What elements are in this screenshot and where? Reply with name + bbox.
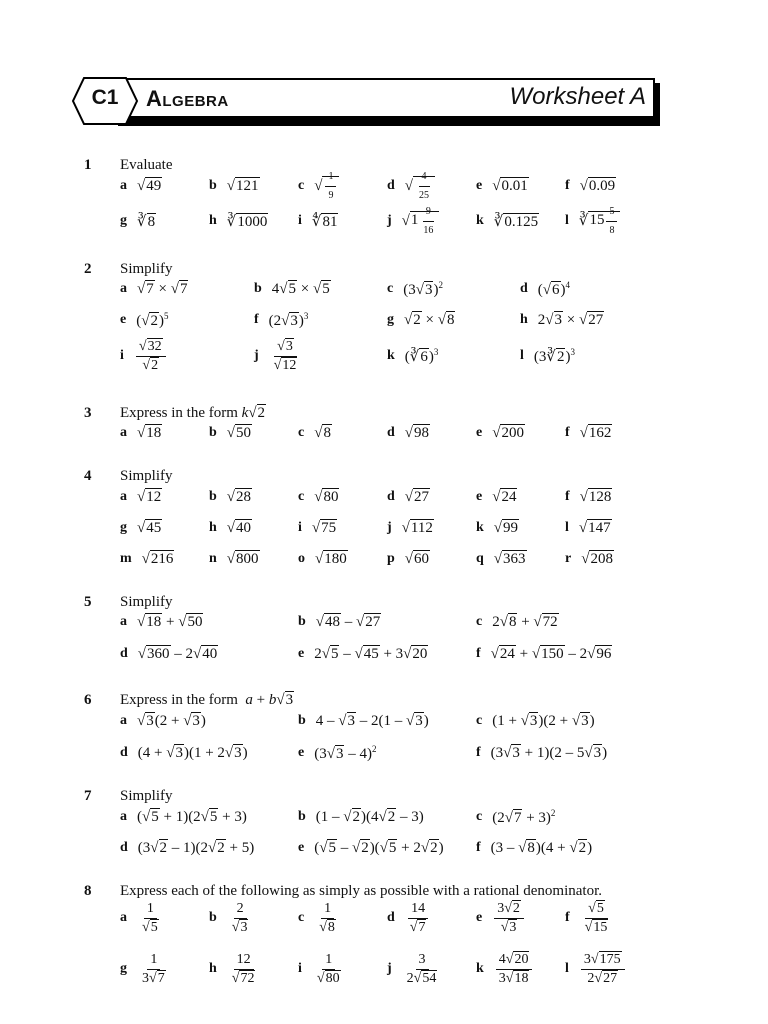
exercise-label: d [120,646,128,661]
exercise-expression: 2√8 + √72 [492,613,558,630]
exercise-label: e [476,425,483,440]
exercise-item [476,639,612,669]
exercise-label: b [298,713,306,728]
exercise-item [120,706,206,736]
exercise-expression: √360 – 2√40 [137,645,218,662]
exercise-item [298,738,376,768]
exercise-expression: √121 [226,177,259,194]
exercise-label: l [520,348,524,363]
exercise-item [387,206,439,236]
exercise-label: j [387,961,392,976]
exercise-label: f [565,425,570,440]
exercise-label: b [209,425,217,440]
exercise-expression: √40 [226,519,252,536]
exercise-label: e [120,312,127,327]
exercise-expression: √800 [226,550,259,567]
exercise-item [565,544,614,574]
exercise-label: g [120,961,127,976]
exercise-item [387,513,434,543]
exercise-expression: √8 [314,424,331,441]
exercise-expression: √162 [579,424,612,441]
exercise-label: j [254,348,259,363]
question-instruction: Simplify [120,788,173,804]
question-instruction: Express each of the following as simply as possible with a rational denominator. [120,883,602,899]
exercise-item [120,544,174,574]
exercise-expression: (3√3 + 1)(2 – 5√3) [490,744,608,761]
exercise-expression: $(√6)^4$ [537,279,571,298]
exercise-item [120,607,203,637]
exercise-label: a [120,713,127,728]
exercise-label: d [387,489,395,504]
exercise-expression: 2√3 × √27 [537,311,604,328]
exercise-expression: ∛0.125 [493,213,539,230]
exercise-label: a [120,910,127,925]
exercise-expression: $\frac{1}{√80}$ [316,951,340,986]
exercise-item [565,513,612,543]
question-number: 1 [84,157,92,173]
exercise-item [476,706,595,736]
exercise-item [387,171,435,201]
exercise-expression: $(3√3)^2$ [403,279,443,298]
exercise-item [120,305,168,335]
exercise-item [387,900,431,935]
exercise-label: c [476,614,483,629]
exercise-expression: $\frac{√3}{√12}$ [273,338,297,373]
question-number: 8 [84,883,92,899]
exercise-item [209,513,252,543]
exercise-label: c [476,713,483,728]
exercise-label: i [298,961,302,976]
question-instruction: Express in the form a + b√3 [120,692,294,708]
exercise-label: b [209,178,217,193]
exercise-label: f [254,312,259,327]
question-instruction: Evaluate [120,157,173,173]
exercise-label: f [476,840,481,855]
exercise-item [520,274,570,304]
exercise-item [209,482,252,512]
exercise-item [120,482,162,512]
exercise-item [298,900,341,935]
exercise-item [476,418,525,448]
exercise-label: b [298,614,306,629]
exercise-label: c [298,178,305,193]
exercise-expression: √50 [226,424,252,441]
exercise-label: c [298,425,305,440]
exercise-label: e [298,745,305,760]
exercise-item [387,274,443,304]
exercise-expression: $\frac{2}{√3}$ [231,900,248,935]
exercise-expression: √2 × √8 [404,311,455,328]
exercise-expression: $\frac{1}{√8}$ [319,900,335,935]
exercise-item [120,802,247,832]
exercise-expression: 2√5 – √45 + 3√20 [314,645,428,662]
exercise-item [565,951,627,986]
exercise-expression: (3∛2)$^3$ [533,346,575,365]
exercise-item [520,305,604,335]
exercise-item [298,544,348,574]
exercise-label: f [565,910,570,925]
exercise-label: h [520,312,528,327]
question-number: 6 [84,692,92,708]
exercise-expression: √0.01 [492,177,528,194]
exercise-label: c [298,910,305,925]
question-number: 7 [84,788,92,804]
question-instruction: Simplify [120,468,173,484]
question-instruction: Simplify [120,261,173,277]
exercise-expression: ∛1000 [226,213,268,230]
exercise-label: f [476,646,481,661]
exercise-expression: √363 [493,550,526,567]
exercise-item [298,206,338,236]
exercise-expression: √180 [315,550,347,567]
exercise-item [298,418,332,448]
exercise-label: h [209,961,217,976]
exercise-item [387,482,430,512]
exercise-label: e [476,910,483,925]
exercise-item [298,171,339,201]
exercise-label: k [476,961,484,976]
exercise-label: e [298,646,305,661]
exercise-expression: 4 – √3 – 2(1 – √3) [315,712,429,729]
exercise-item [476,482,517,512]
exercise-item [120,900,164,935]
exercise-item [565,900,613,935]
exercise-label: f [476,745,481,760]
exercise-label: b [209,910,217,925]
exercise-item [476,206,539,236]
exercise-label: h [209,520,217,535]
exercise-expression: $(√2)^5$ [136,310,169,329]
exercise-expression: √24 [492,488,517,505]
exercise-expression: $\frac{√32}{√2}$ [134,339,168,374]
course-code: C1 [91,86,119,109]
exercise-item [298,951,346,986]
exercise-label: a [120,281,127,296]
exercise-label: n [209,551,217,566]
exercise-expression: √49 [137,177,162,194]
exercise-item [209,951,260,986]
exercise-item [476,513,519,543]
exercise-item [476,802,555,832]
exercise-expression: √18 [137,424,162,441]
exercise-expression: √0.09 [579,177,616,194]
exercise-expression: √147 [578,519,611,536]
exercise-label: l [565,520,569,535]
exercise-expression: √45 [137,519,162,536]
question-number: 5 [84,594,92,610]
exercise-item [387,544,430,574]
exercise-expression: √3(2 + √3) [137,712,206,729]
exercise-label: d [120,745,128,760]
exercise-item [476,951,534,986]
exercise-label: q [476,551,484,566]
exercise-label: c [476,809,483,824]
exercise-expression: (1 + √3)(2 + √3) [492,712,595,729]
exercise-label: e [476,489,483,504]
exercise-item [476,607,559,637]
exercise-item [120,951,171,986]
exercise-item [209,900,253,935]
exercise-expression: (4 + √3)(1 + 2√3) [137,744,248,761]
exercise-item [565,206,620,236]
exercise-item [298,639,428,669]
exercise-label: f [565,178,570,193]
exercise-expression: ∛8 [137,213,156,230]
exercise-expression: $\frac{3√175}{2√27}$ [579,952,627,987]
exercise-item [120,738,248,768]
exercise-label: e [298,840,305,855]
exercise-expression: √28 [226,488,252,505]
question-number: 2 [84,261,92,277]
exercise-expression: (1 – √2)(4√2 – 3) [315,808,424,825]
exercise-item [120,833,254,863]
exercise-expression: 4√5 × √5 [271,280,330,297]
exercise-label: b [209,489,217,504]
question-number: 3 [84,405,92,421]
exercise-label: r [565,551,572,566]
exercise-label: i [298,213,302,228]
exercise-item [254,338,302,373]
exercise-expression: ∛15 $\frac{5}{8}$ [579,204,621,239]
exercise-item [565,171,616,201]
exercise-label: i [298,520,302,535]
exercise-label: l [565,961,569,976]
exercise-item [120,513,162,543]
exercise-expression: $\frac{3}{2√54}$ [406,951,437,986]
exercise-item [298,607,381,637]
exercise-item [298,833,444,863]
worksheet-header [70,76,660,126]
exercise-item [565,482,612,512]
worksheet-topic: Algebra [146,86,229,111]
exercise-expression: (√5 – √2)(√5 + 2√2) [314,839,444,856]
exercise-expression: $\frac{1}{3√7}$ [142,951,165,986]
exercise-item [298,482,339,512]
exercise-expression: $\frac{4√20}{3√18}$ [494,952,535,987]
exercise-expression: √98 [404,424,430,441]
exercise-expression: √128 [579,488,612,505]
exercise-expression: $\frac{12}{√72}$ [231,951,255,986]
exercise-label: b [298,809,306,824]
exercise-label: a [120,178,127,193]
exercise-expression: √7 × √7 [137,280,188,297]
exercise-label: h [209,213,217,228]
exercise-label: f [565,489,570,504]
exercise-item [476,900,526,935]
question-instruction: Express in the form k√2 [120,405,266,421]
exercise-item [254,274,331,304]
exercise-item [120,338,168,373]
exercise-item [120,639,218,669]
exercise-expression: $\frac{√5}{√15}$ [584,900,608,935]
exercise-expression: $\frac{3√2}{√3}$ [492,901,526,936]
exercise-expression: $(2√3)^3$ [268,310,309,329]
exercise-item [387,305,455,335]
exercise-expression: √18 + √50 [137,613,203,630]
exercise-label: o [298,551,305,566]
exercise-expression: (3√2 – 1)(2√2 + 5) [137,839,255,856]
exercise-item [387,341,438,371]
exercise-label: a [120,425,127,440]
exercise-item [298,802,424,832]
exercise-label: d [387,910,395,925]
exercise-expression: √200 [492,424,524,441]
exercise-item [120,206,156,236]
exercise-item [476,171,529,201]
exercise-label: m [120,551,132,566]
exercise-item [120,418,162,448]
exercise-label: a [120,809,127,824]
exercise-label: c [298,489,305,504]
exercise-expression: $(2√7 + 3)^2$ [492,807,556,826]
exercise-expression: (∛6)$^3$ [404,346,439,365]
exercise-label: g [120,520,127,535]
exercise-expression: √12 [137,488,162,505]
exercise-expression: $\frac{1}{√5}$ [142,900,158,935]
exercise-label: e [476,178,483,193]
exercise-item [298,513,337,543]
exercise-item [387,951,442,986]
exercise-expression: √24 + √150 – 2√96 [490,645,612,662]
question-instruction: Simplify [120,594,173,610]
exercise-expression: √27 [404,488,430,505]
exercise-expression: $\frac{14}{√7}$ [405,901,432,936]
exercise-label: l [565,213,569,228]
exercise-expression: √216 [141,550,174,567]
exercise-expression: (√5 + 1)(2√5 + 3) [137,808,247,825]
exercise-item [565,418,612,448]
exercise-expression: √80 [314,488,339,505]
exercise-label: g [387,312,394,327]
exercise-item [476,544,527,574]
exercise-expression: (3 – √8)(4 + √2) [490,839,593,856]
exercise-item [209,418,252,448]
worksheet-label: Worksheet A [509,83,646,110]
exercise-item [209,206,268,236]
exercise-expression: √ $\frac{4}{25}$ [405,169,435,204]
exercise-expression: √48 – √27 [315,613,381,630]
exercise-label: k [387,348,395,363]
exercise-expression: (3√3 – 4)$^2$ [314,743,377,762]
exercise-item [476,833,592,863]
exercise-expression: √208 [581,550,613,567]
exercise-item [209,171,260,201]
exercise-label: b [254,281,262,296]
exercise-item [298,706,429,736]
exercise-label: a [120,489,127,504]
question-number: 4 [84,468,92,484]
exercise-label: g [120,213,127,228]
exercise-expression: ∜81 [311,213,338,230]
exercise-item [387,418,430,448]
exercise-label: k [476,520,484,535]
exercise-item [254,305,308,335]
exercise-expression: √ $\frac{1}{9}$ [314,169,339,204]
exercise-item [520,341,575,371]
exercise-expression: √99 [493,519,519,536]
exercise-label: d [520,281,528,296]
exercise-label: i [120,348,124,363]
exercise-item [120,274,188,304]
exercise-expression: √1 $\frac{9}{16}$ [402,204,440,239]
exercise-item [120,171,162,201]
exercise-label: k [476,213,484,228]
exercise-label: p [387,551,395,566]
exercise-label: j [387,520,392,535]
exercise-label: c [387,281,394,296]
exercise-label: a [120,614,127,629]
exercise-item [476,738,607,768]
exercise-label: d [120,840,128,855]
exercise-label: d [387,178,395,193]
exercise-expression: √60 [404,550,430,567]
exercise-expression: √75 [311,519,337,536]
exercise-item [209,544,260,574]
exercise-label: d [387,425,395,440]
exercise-expression: √112 [401,519,433,536]
exercise-label: j [387,213,392,228]
